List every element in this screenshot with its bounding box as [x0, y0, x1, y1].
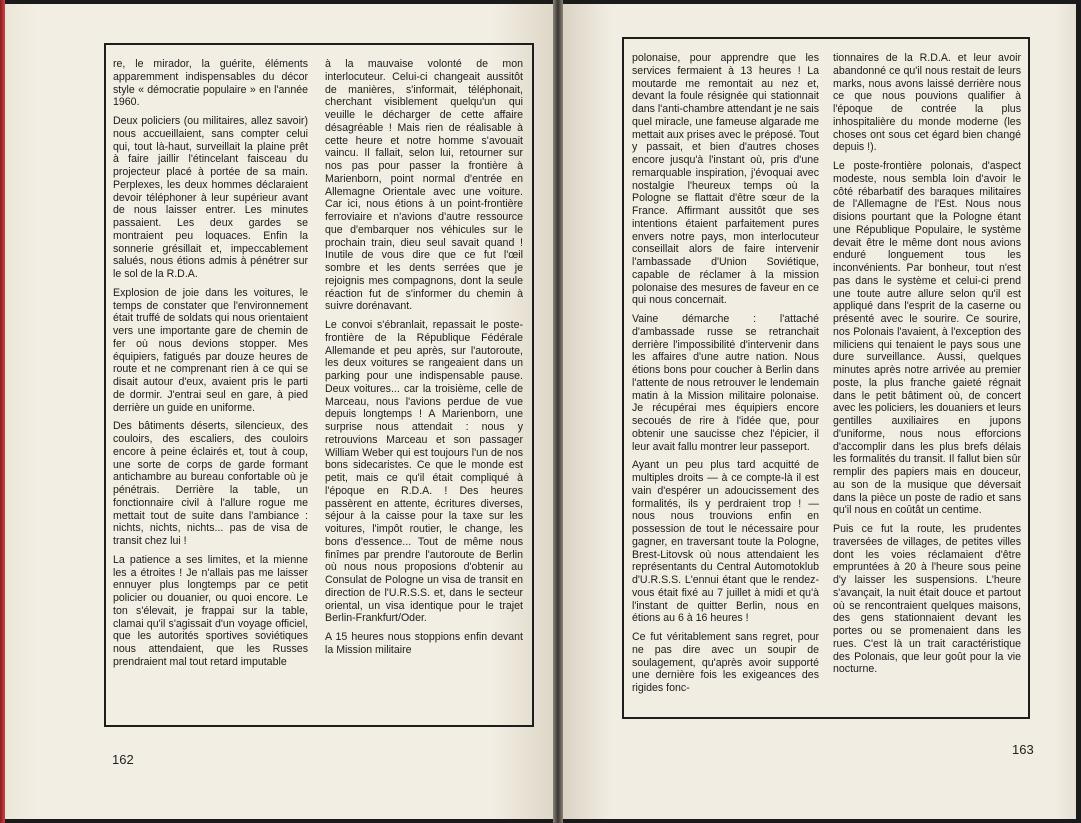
paragraph: Le poste-frontière polonais, d'aspect modeste, nous sembla loin d'avoir le côté rébarbatif des baraques militaires de l'Allemagne de l'Est. Nous nous disions pourtant que la Pologne étant une République Populaire, le système devait être le même dont nous avions enduré longuement tous les inconvénients. Par bonheur, tout n'est pas dans le système et celui-ci prend une toute autre allure selon qu'il est appliqué dans l'esprit de la caserne ou présenté avec le sourire. Ce sourire, nos Polonais l'avaient, à l'exception des miliciens qui tenaient le pays sous une dure surveillance. Aussi, quelques minutes après notre arrivée au premier poste, la plus franche gaieté régnait dans le petit bâtiment où, de concert avec les policiers, les douaniers et leurs gentilles auxiliaires en jupons d'uniforme, nous nous efforcions d'accomplir dans les plus brefs délais les formalités du transit. Il fallut bien sûr remplir des papiers mais en douceur, au son de la musique que déversait dans la pièce un poste de radio et sans qu'il nous en coûtât un centime.	[833, 160, 1021, 517]
paragraph: Des bâtiments déserts, silencieux, des couloirs, des escaliers, des couloirs encore à peine éclairés et, tout à coup, une sorte de corps de garde formant antichambre au bureau confortable où je pénétrais. Derrière la table, un fonctionnaire civil à l'allure rogue me mettait tout de suite dans l'ambiance : nichts, nichts, nichts... pas de visa de transit chez lui !	[113, 420, 308, 547]
paragraph: tionnaires de la R.D.A. et leur avoir abandonné ce qu'il nous restait de leurs marks, nous avons laissé derrière nous ce que nous pouvions qualifier à l'époque de contrée la plus inhospitalière du monde moderne (les choses ont sous cet égard bien changé depuis !).	[833, 52, 1021, 154]
paragraph: A 15 heures nous stoppions enfin devant la Mission militaire	[325, 631, 523, 656]
left-page-column-2	[325, 58, 523, 722]
left-page-column-1	[113, 58, 308, 722]
paragraph: Puis ce fut la route, les prudentes traversées de villages, de petites villes dont les voies réclamaient d'être empruntées à 20 à l'heure sous peine d'y laisser les suspensions. L'heure s'avançait, la nuit était douce et partout où se rencontraient quelques maisons, des gens stationnaient devant les portes ou se promenaient dans les rues. C'est là un trait caractéristique des Polonais, que leur goût pour la vie nocturne.	[833, 523, 1021, 676]
paragraph: à la mauvaise volonté de mon interlocuteur. Celui-ci changeait aussitôt de manières, s'informait, téléphonait, cherchant visiblement quelqu'un qui veuille le décharger de cette affaire désagréable ! Mais rien de réalisable à cette heure et notre homme s'avouait vaincu. Il fallait, selon lui, retourner sur nos pas pour passer la frontière à Marienborn, point normal d'entrée en Allemagne Orientale avec une voiture. Car ici, nous étions à un point-frontière ferroviaire et n'avions d'autre ressource que d'embarquer nos véhicules sur le prochain train, dieu seul savait quand ! Inutile de vous dire que ce fut l'œil sombre et les dents serrées que je rejoignis mes compagnons, dont la seule réaction fut de s'informer du chemin à suivre dorénavant.	[325, 58, 523, 313]
paragraph: Deux policiers (ou militaires, allez savoir) nous accueillaient, sans compter celui qui, tout là-haut, surveillait la plaine prêt à faire jaillir l'étincelant faisceau du projecteur placé à portée de sa main. Perplexes, les deux hommes déclaraient devoir téléphoner à leur supérieur avant de nous laisser entrer. Les minutes passaient. Les deux gardes se montraient peu loquaces. Enfin la sonnerie grésillait et, impeccablement salués, nous étions admis à pénétrer sur le sol de la R.D.A.	[113, 115, 308, 280]
paragraph: La patience a ses limites, et la mienne les a étroites ! Je n'allais pas me laisser ennuyer plus longtemps par ce petit policier ou douanier, ou quoi encore. Le ton s'élevait, je frappai sur la table, clamai qu'il s'agissait d'un voyage officiel, que les autorités sportives soviétiques nous attendaient, que les Russes prendraient mal tout retard imputable	[113, 553, 308, 668]
right-page-column-1	[632, 52, 819, 714]
paragraph: Ce fut véritablement sans regret, pour ne pas dire avec un soupir de soulagement, qu'après avoir supporté une dernière fois les exigeances des rigides fonc-	[632, 631, 819, 694]
paragraph: Vaine démarche : l'attaché d'ambassade russe se retranchait derrière l'impossibilité d'intervenir dans les affaires d'une autre nation. Nous étions bons pour coucher à Berlin dans l'attente de nous retrouver le lendemain matin à la Mission militaire polonaise. Je récupérai mes équipiers encore secoués de rire à l'idée que, pour obtenir une saucisse chez l'épicier, il leur avait fallu montrer leur passeport.	[632, 313, 819, 453]
book-gutter	[553, 0, 563, 823]
paragraph: Ayant un peu plus tard acquitté de multiples droits — à ce compte-là il est vain d'espérer un adoucissement des formalités, ils y perdraient trop ! — nous nous trouvions enfin en possession de tout le nécessaire pour gagner, en traversant toute la Pologne, Brest-Litovsk où nous attendaient les représentants du Central Automotoklub d'U.R.S.S. L'ennui étant que le rendez-vous était fixé au 7 juillet à midi et qu'à l'instant de quitter Berlin, nous en étions au 6 à 16 heures !	[632, 459, 819, 625]
paragraph: re, le mirador, la guérite, éléments apparemment indispensables du décor style « démocratie populaire » en l'année 1960.	[113, 58, 308, 109]
page-number-left: 162	[112, 752, 134, 767]
paragraph: Le convoi s'ébranlait, repassait le poste-frontière de la République Fédérale Allemande et peu après, sur l'autoroute, les deux voitures se rangeaient dans un parking pour une indispensable pause. Deux voitures... car la troisième, celle de Marceau, nous l'avions perdue de vue depuis longtemps ! A Marienborn, une surprise nous attendait : nous y retrouvions Marceau et son passager William Weber qui est toujours l'un de nos bons sidecaristes. Ce que le monde est petit, mais ce qu'il était compliqué à l'époque en R.D.A. ! Des heures passèrent en attente, écritures diverses, séjour à la caisse pour la taxe sur les voitures, l'impôt routier, le change, les bons d'essence... Tout de même nous finîmes par prendre l'autoroute de Berlin où nous nous proposions d'obtenir au Consulat de Pologne un visa de transit en direction de l'U.R.S.S. et, dans le secteur oriental, un visa identique pour le trajet Berlin-Frankfurt/Oder.	[325, 319, 523, 625]
paragraph: Explosion de joie dans les voitures, le temps de constater que l'environnement était truffé de soldats qui nous orientaient vers une importante gare de chemin de fer où nous devions stopper. Mes équipiers, fatigués par douze heures de route et ne comprenant rien à ce qui se disait autour d'eux, avaient pris le parti de dormir. J'entrai seul en gare, à pied derrière un guide en uniforme.	[113, 286, 308, 414]
page-number-right: 163	[1012, 742, 1034, 757]
paragraph: polonaise, pour apprendre que les services fermaient à 13 heures ! La moutarde me remontait au nez et, devant la foule résignée qui stationnait dans l'anti-chambre attendant je ne sais quel miracle, une fameuse algarade me mettait aux prises avec le préposé. Tout y passait, et bien d'autres choses encore jusqu'à l'instant où, pris d'une remarquable inspiration, j'évoquai avec nostalgie l'heureux temps où la Pologne se flattait d'être sœur de la France. Affirmant aussitôt que ses intentions étaient parfaitement pures envers notre pays, mon interlocuteur conseillait alors de faire intervenir l'ambassade d'Union Soviétique, capable de réclamer à la mission polonaise des mesures de faveur en ce qui nous concernait.	[632, 52, 819, 307]
right-page-column-2	[833, 52, 1021, 714]
